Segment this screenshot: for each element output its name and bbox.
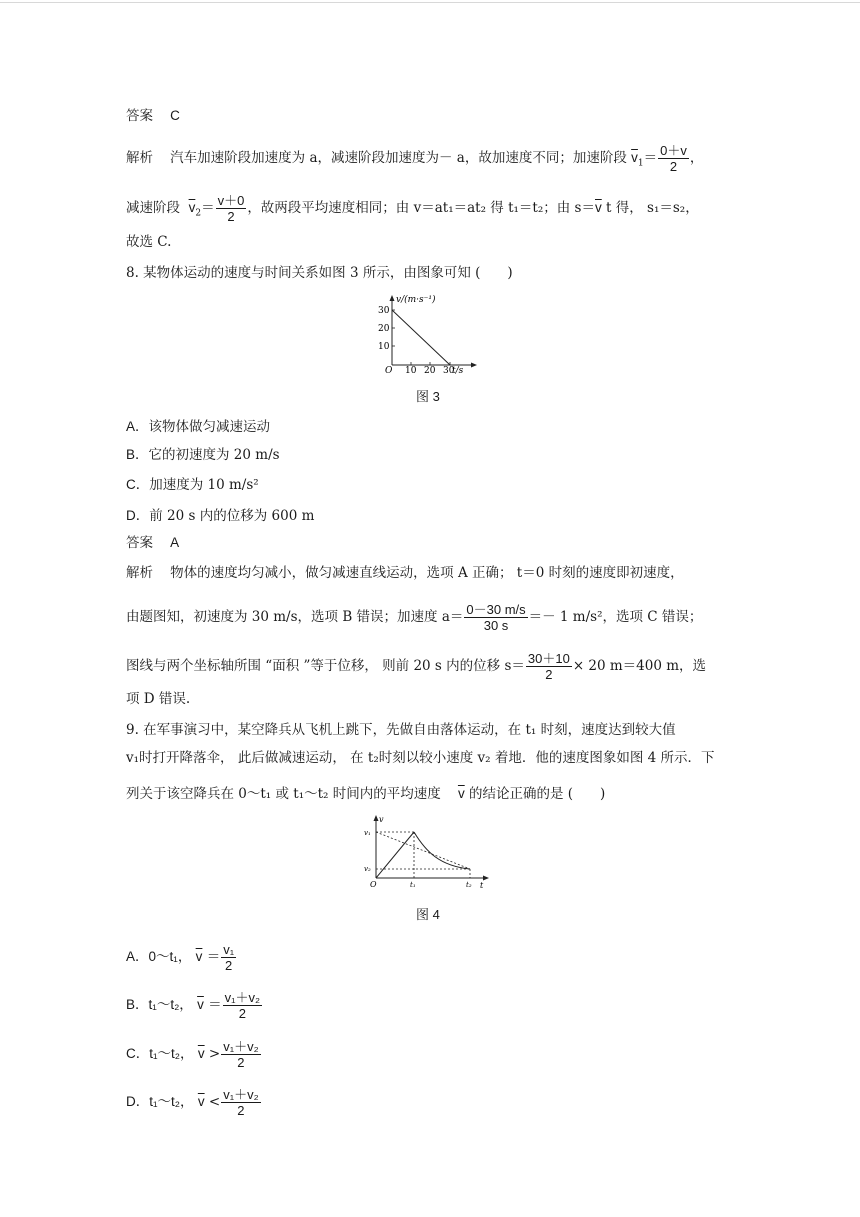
option-text: 前 20 s 内的位移为 600 m (149, 508, 315, 524)
fraction-denominator: 30 s (483, 618, 509, 633)
v-bar: $\overline{v}$ (195, 949, 203, 964)
q9-option-d (126, 1087, 262, 1118)
q9-stem-line3 (126, 784, 605, 804)
q7-analysis-line2 (126, 193, 699, 224)
figure-4-caption: 图 4 (416, 907, 440, 922)
stem-text: 的结论正确的是 ( ) (464, 786, 606, 802)
v2-label: v₂ (364, 865, 371, 873)
q8-analysis-line2 (126, 602, 702, 633)
q7-analysis-line3: 故选 C. (126, 234, 172, 250)
q9-option-b (126, 990, 263, 1021)
x-tick-label: 30 (443, 366, 455, 376)
q7-analysis-line1 (126, 143, 703, 174)
figure-4-graph (362, 812, 492, 892)
analysis-text: 物体的速度均匀减小，做匀减速直线运动，选项 A 正确； t＝0 时刻的速度即初速度， (170, 565, 684, 581)
q9-stem-line1: 9. 在军事演习中，某空降兵从飞机上跳下，先做自由落体运动，在 t₁ 时刻，速度达到较大值 (126, 722, 676, 738)
option-letter: A． (126, 949, 149, 964)
relation: ＝ (206, 949, 221, 965)
q8-option-a (126, 417, 270, 437)
subscript: 2 (195, 208, 202, 219)
analysis-text: × 20 m＝400 m，选 (572, 658, 707, 674)
t2-label: t₂ (466, 881, 472, 889)
analysis-text: t 得， s₁＝s₂， (601, 200, 699, 216)
v1-label: v₁ (364, 829, 371, 837)
q8-stem: 8. 某物体运动的速度与时间关系如图 3 所示，由图象可知 ( ) (126, 265, 513, 281)
fraction-denominator: 2 (237, 1055, 245, 1070)
q8-option-d (126, 506, 314, 526)
fraction-denominator: 2 (225, 958, 233, 973)
v-bar: $\overline{v}$ (457, 786, 465, 801)
option-text: 该物体做匀减速运动 (148, 419, 271, 435)
option-range: t₁～t₂， (148, 997, 193, 1012)
fraction (221, 1039, 260, 1070)
x-tick-label: 20 (424, 366, 436, 376)
equals: ＝ (201, 200, 215, 216)
fraction (221, 1087, 260, 1118)
fraction-numerator: v₁＋v₂ (224, 990, 261, 1005)
relation: < (208, 1094, 221, 1110)
answer-value: A (170, 535, 180, 550)
q8-answer-line (126, 533, 179, 553)
option-letter: D． (126, 508, 150, 523)
y-axis-arrow (390, 295, 395, 301)
fraction-denominator: 2 (227, 209, 235, 224)
y-tick-label: 30 (378, 306, 390, 316)
analysis-label: 解析 (126, 565, 153, 581)
fraction (221, 942, 236, 973)
q8-analysis-line4: 项 D 错误. (126, 691, 191, 707)
v-bar: $\overline{v}$ (631, 150, 638, 165)
fraction (464, 602, 527, 633)
q8-option-c (126, 475, 259, 495)
fraction-numerator: 0－30 m/s (466, 602, 526, 617)
option-letter: B． (126, 997, 149, 1012)
option-range: t₁～t₂， (149, 1094, 194, 1109)
equals: ＝ (643, 150, 658, 166)
fraction (223, 990, 262, 1021)
option-range: t₁～t₂， (149, 1046, 194, 1061)
analysis-text: ＝－ 1 m/s²，选项 C 错误； (528, 609, 703, 625)
q9-option-a (126, 942, 237, 973)
y-axis-label: v (379, 815, 384, 824)
free-fall-line (376, 832, 414, 878)
subscript: 1 (637, 158, 644, 169)
x-axis-label: t/s (452, 366, 464, 376)
origin-label: O (385, 366, 393, 376)
origin-label: O (370, 880, 377, 889)
q8-analysis-line1 (126, 563, 684, 583)
v-bar: $\overline{v}$ (197, 1094, 205, 1109)
t1-label: t₁ (410, 881, 416, 889)
q8-analysis-line3 (126, 651, 706, 682)
option-letter: D． (126, 1094, 150, 1109)
x-axis-arrow (471, 363, 477, 368)
option-text: 它的初速度为 20 m/s (148, 447, 280, 463)
v-bar: $\overline{v}$ (197, 997, 204, 1012)
fraction-denominator: 2 (669, 159, 678, 174)
x-axis-arrow (483, 876, 489, 881)
fraction-numerator: 0＋v (660, 143, 687, 158)
analysis-text: ，故两段平均速度相同；由 v＝at₁＝at₂ 得 t₁＝t₂；由 s＝ (247, 200, 595, 216)
answer-value: C (170, 108, 180, 123)
chord-dashed-line (376, 832, 470, 869)
fraction-numerator: v₁ (223, 942, 235, 957)
fraction-numerator: v＋0 (217, 193, 245, 208)
analysis-label: 解析 (126, 150, 153, 166)
fraction-numerator: v₁＋v₂ (223, 1039, 259, 1054)
x-axis-label: t (480, 881, 484, 890)
fraction-denominator: 2 (237, 1103, 245, 1118)
y-axis-label: v/(m·s⁻¹) (396, 295, 436, 305)
fraction (658, 143, 689, 174)
fraction-denominator: 2 (238, 1006, 246, 1021)
q9-stem-line2: v₁时打开降落伞， 此后做减速运动， 在 t₂时刻以较小速度 v₂ 着地．他的速度图象如图 4 所示．下 (126, 750, 715, 766)
y-tick-label: 10 (378, 342, 390, 352)
y-axis-arrow (374, 815, 379, 821)
option-range: 0～t₁， (148, 949, 192, 964)
v-bar: $\overline{v}$ (197, 1046, 205, 1061)
option-letter: B． (126, 447, 149, 462)
figure-3-graph (370, 290, 480, 380)
analysis-text: 减速阶段 (126, 200, 180, 216)
figure-3-caption: 图 3 (416, 389, 440, 404)
q7-answer-line (126, 106, 180, 126)
relation: ＝ (208, 997, 222, 1013)
q8-option-b (126, 445, 280, 465)
analysis-text: ， (689, 150, 704, 166)
option-letter: C． (126, 1046, 150, 1061)
option-letter: A． (126, 419, 149, 434)
answer-label: 答案 (126, 535, 153, 551)
q9-option-c (126, 1039, 262, 1070)
v-bar: $\overline{v}$ (594, 200, 602, 215)
analysis-text: 由题图知，初速度为 30 m/s，选项 B 错误；加速度 a＝ (126, 609, 464, 625)
y-tick-label: 20 (378, 324, 390, 334)
top-border (0, 2, 860, 3)
analysis-text: 汽车加速阶段加速度为 a，减速阶段加速度为－ a，故加速度不同；加速阶段 (170, 150, 627, 166)
velocity-line (392, 310, 450, 365)
relation: > (208, 1046, 221, 1062)
fraction (216, 193, 247, 224)
answer-label: 答案 (126, 108, 153, 124)
stem-text: 列关于该空降兵在 0～t₁ 或 t₁～t₂ 时间内的平均速度 (126, 786, 441, 802)
fraction-numerator: v₁＋v₂ (223, 1087, 259, 1102)
v-bar: $\overline{v}$ (188, 200, 196, 215)
analysis-text: 图线与两个坐标轴所围 “面积 ”等于位移， 则前 20 s 内的位移 s＝ (126, 658, 525, 674)
option-letter: C． (126, 477, 150, 492)
fraction-denominator: 2 (545, 667, 553, 682)
fraction-numerator: 30＋10 (527, 651, 570, 666)
x-tick-label: 10 (405, 366, 417, 376)
fraction (526, 651, 572, 682)
option-text: 加速度为 10 m/s² (149, 477, 259, 493)
